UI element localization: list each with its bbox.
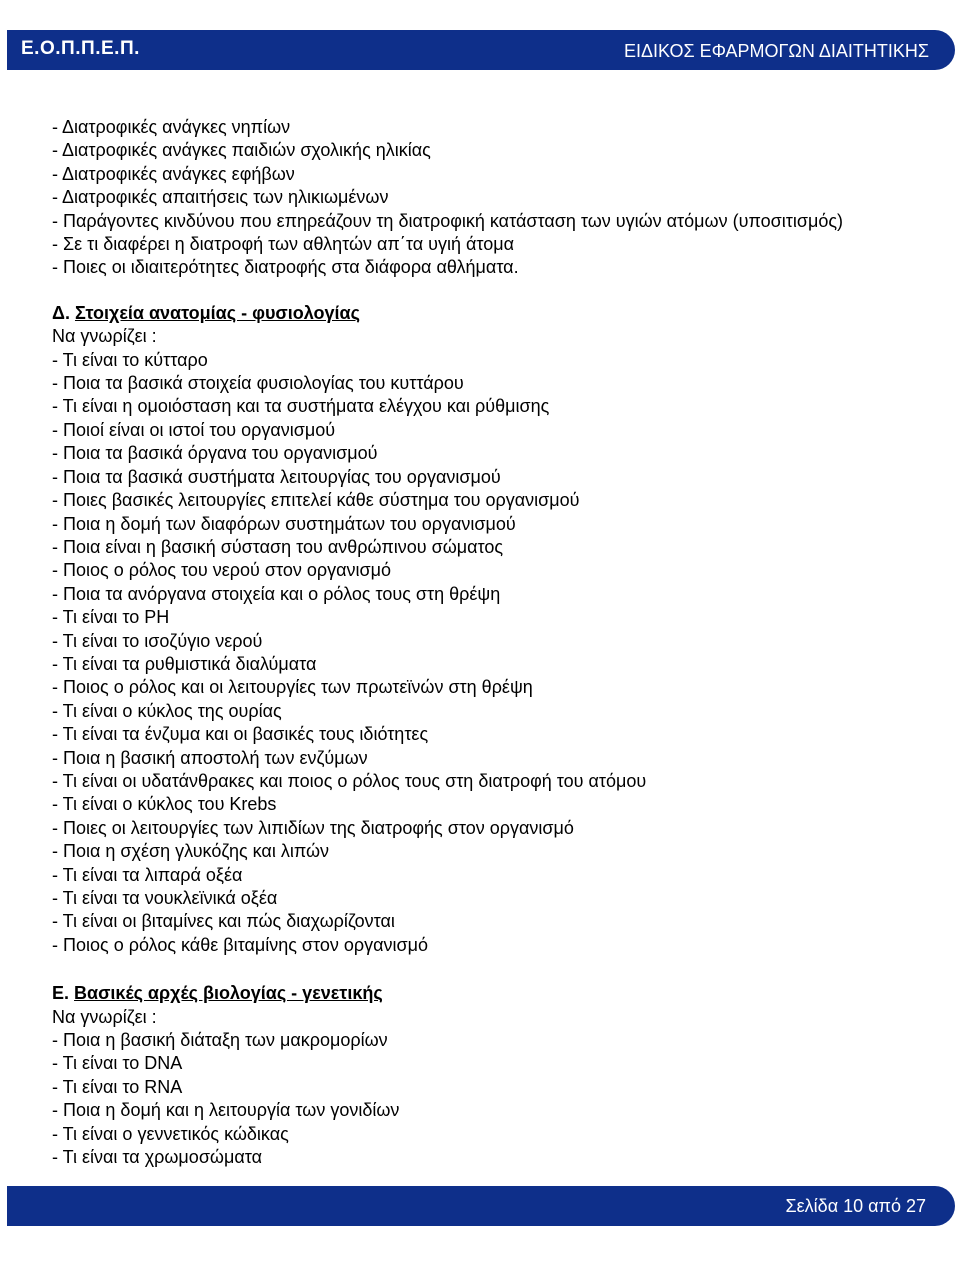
list-item: - Ποια η δομή των διαφόρων συστημάτων του οργανισμού xyxy=(52,513,516,534)
section-heading xyxy=(52,982,952,1005)
list-item: - Τι είναι η ομοιόσταση και τα συστήματα ελέγχου και ρύθμισης xyxy=(52,396,550,417)
list-item: - Ποια τα βασικά στοιχεία φυσιολογίας του κυττάρου xyxy=(52,373,464,394)
section-letter: Δ. xyxy=(52,302,70,323)
list-item: - Διατροφικές απαιτήσεις των ηλικιωμένων xyxy=(52,187,389,208)
org-acronym: Ε.Ο.Π.Π.Ε.Π. xyxy=(21,38,140,59)
list-item: - Ποια η δομή και η λειτουργία των γονιδίων xyxy=(52,1100,400,1121)
list-item: - Τι είναι οι βιταμίνες και πώς διαχωρίζονται xyxy=(52,911,395,932)
section-lead: Να γνωρίζει : xyxy=(52,1006,157,1027)
list-item: - Τι είναι τα χρωμοσώματα xyxy=(52,1147,263,1168)
section-d xyxy=(52,302,952,957)
list-item: - Διατροφικές ανάγκες νηπίων xyxy=(52,117,291,137)
list-item: - Τι είναι ο γεννετικός κώδικας xyxy=(52,1123,289,1144)
footer-band xyxy=(7,1186,955,1226)
section-lead: Να γνωρίζει : xyxy=(52,326,157,347)
list-item: - Τι είναι τα λιπαρά οξέα xyxy=(52,864,243,885)
list-item: - Ποιος ο ρόλος και οι λειτουργίες των πρωτεϊνών στη θρέψη xyxy=(52,677,533,698)
list-item: - Διατροφικές ανάγκες παιδιών σχολικής ηλικίας xyxy=(52,140,431,161)
list-item: - Ποιοί είναι οι ιστοί του οργανισμού xyxy=(52,419,336,440)
list-item: - Διατροφικές ανάγκες εφήβων xyxy=(52,163,295,184)
section-letter: Ε. xyxy=(52,983,70,1004)
section-title: Βασικές αρχές βιολογίας - γενετικής xyxy=(74,983,383,1004)
header-band xyxy=(7,30,955,70)
header-title: ΕΙΔΙΚΟΣ ΕΦΑΡΜΟΓΩΝ ΔΙΑΙΤΗΤΙΚΗΣ xyxy=(624,41,929,61)
list-item: - Ποια η βασική διάταξη των μακρομορίων xyxy=(52,1030,388,1051)
list-item: - Ποιος ο ρόλος κάθε βιταμίνης στον οργανισμό xyxy=(52,934,429,955)
list-item: - Ποια τα βασικά όργανα του οργανισμού xyxy=(52,443,378,464)
list-item: - Τι είναι οι υδατάνθρακες και ποιος ο ρόλος τους στη διατροφή του ατόμου xyxy=(52,770,647,791)
list-item: - Ποιες οι ιδιαιτερότητες διατροφής στα διάφορα αθλήματα. xyxy=(52,257,519,278)
section-d-list xyxy=(52,349,952,958)
list-item: - Ποια είναι η βασική σύσταση του ανθρώπινου σώματος xyxy=(52,536,504,557)
list-item: - Τι είναι ο κύκλος της ουρίας xyxy=(52,700,282,721)
section-e xyxy=(52,982,952,1169)
list-item: - Ποια τα βασικά συστήματα λειτουργίας του οργανισμού xyxy=(52,466,501,487)
list-item: - Ποια τα ανόργανα στοιχεία και ο ρόλος τους στη θρέψη xyxy=(52,583,501,604)
intro-list xyxy=(52,116,952,280)
list-item: - Τι είναι το RNA xyxy=(52,1076,183,1097)
list-item: - Παράγοντες κινδύνου που επηρεάζουν τη διατροφική κατάσταση των υγιών ατόμων (υποσιτισμός) xyxy=(52,210,843,231)
list-item: - Ποιος ο ρόλος του νερού στον οργανισμό xyxy=(52,560,391,581)
list-item: - Τι είναι ο κύκλος του Krebs xyxy=(52,794,277,815)
list-item: - Τι είναι το PH xyxy=(52,607,170,628)
list-item: - Ποια η σχέση γλυκόζης και λιπών xyxy=(52,841,330,862)
document-body xyxy=(52,116,952,1169)
list-item: - Τι είναι τα ένζυμα και οι βασικές τους ιδιότητες xyxy=(52,724,429,745)
list-item: - Τι είναι το κύτταρο xyxy=(52,349,208,370)
list-item: - Σε τι διαφέρει η διατροφή των αθλητών απ΄τα υγιή άτομα xyxy=(52,234,515,255)
list-item: - Τι είναι τα νουκλεϊνικά οξέα xyxy=(52,888,278,908)
list-item: - Τι είναι τα ρυθμιστικά διαλύματα xyxy=(52,653,317,674)
list-item: - Ποιες οι λειτουργίες των λιπιδίων της διατροφής στον οργανισμό xyxy=(52,817,574,838)
list-item: - Τι είναι το DNA xyxy=(52,1053,183,1074)
list-item: - Ποιες βασικές λειτουργίες επιτελεί κάθε σύστημα του οργανισμού xyxy=(52,490,580,511)
page-number: Σελίδα 10 από 27 xyxy=(785,1196,926,1216)
list-item: - Τι είναι το ισοζύγιο νερού xyxy=(52,630,263,651)
section-title: Στοιχεία ανατομίας - φυσιολογίας xyxy=(74,302,360,323)
list-item: - Ποια η βασική αποστολή των ενζύμων xyxy=(52,747,368,768)
section-e-list xyxy=(52,1029,952,1169)
section-heading xyxy=(52,302,952,325)
